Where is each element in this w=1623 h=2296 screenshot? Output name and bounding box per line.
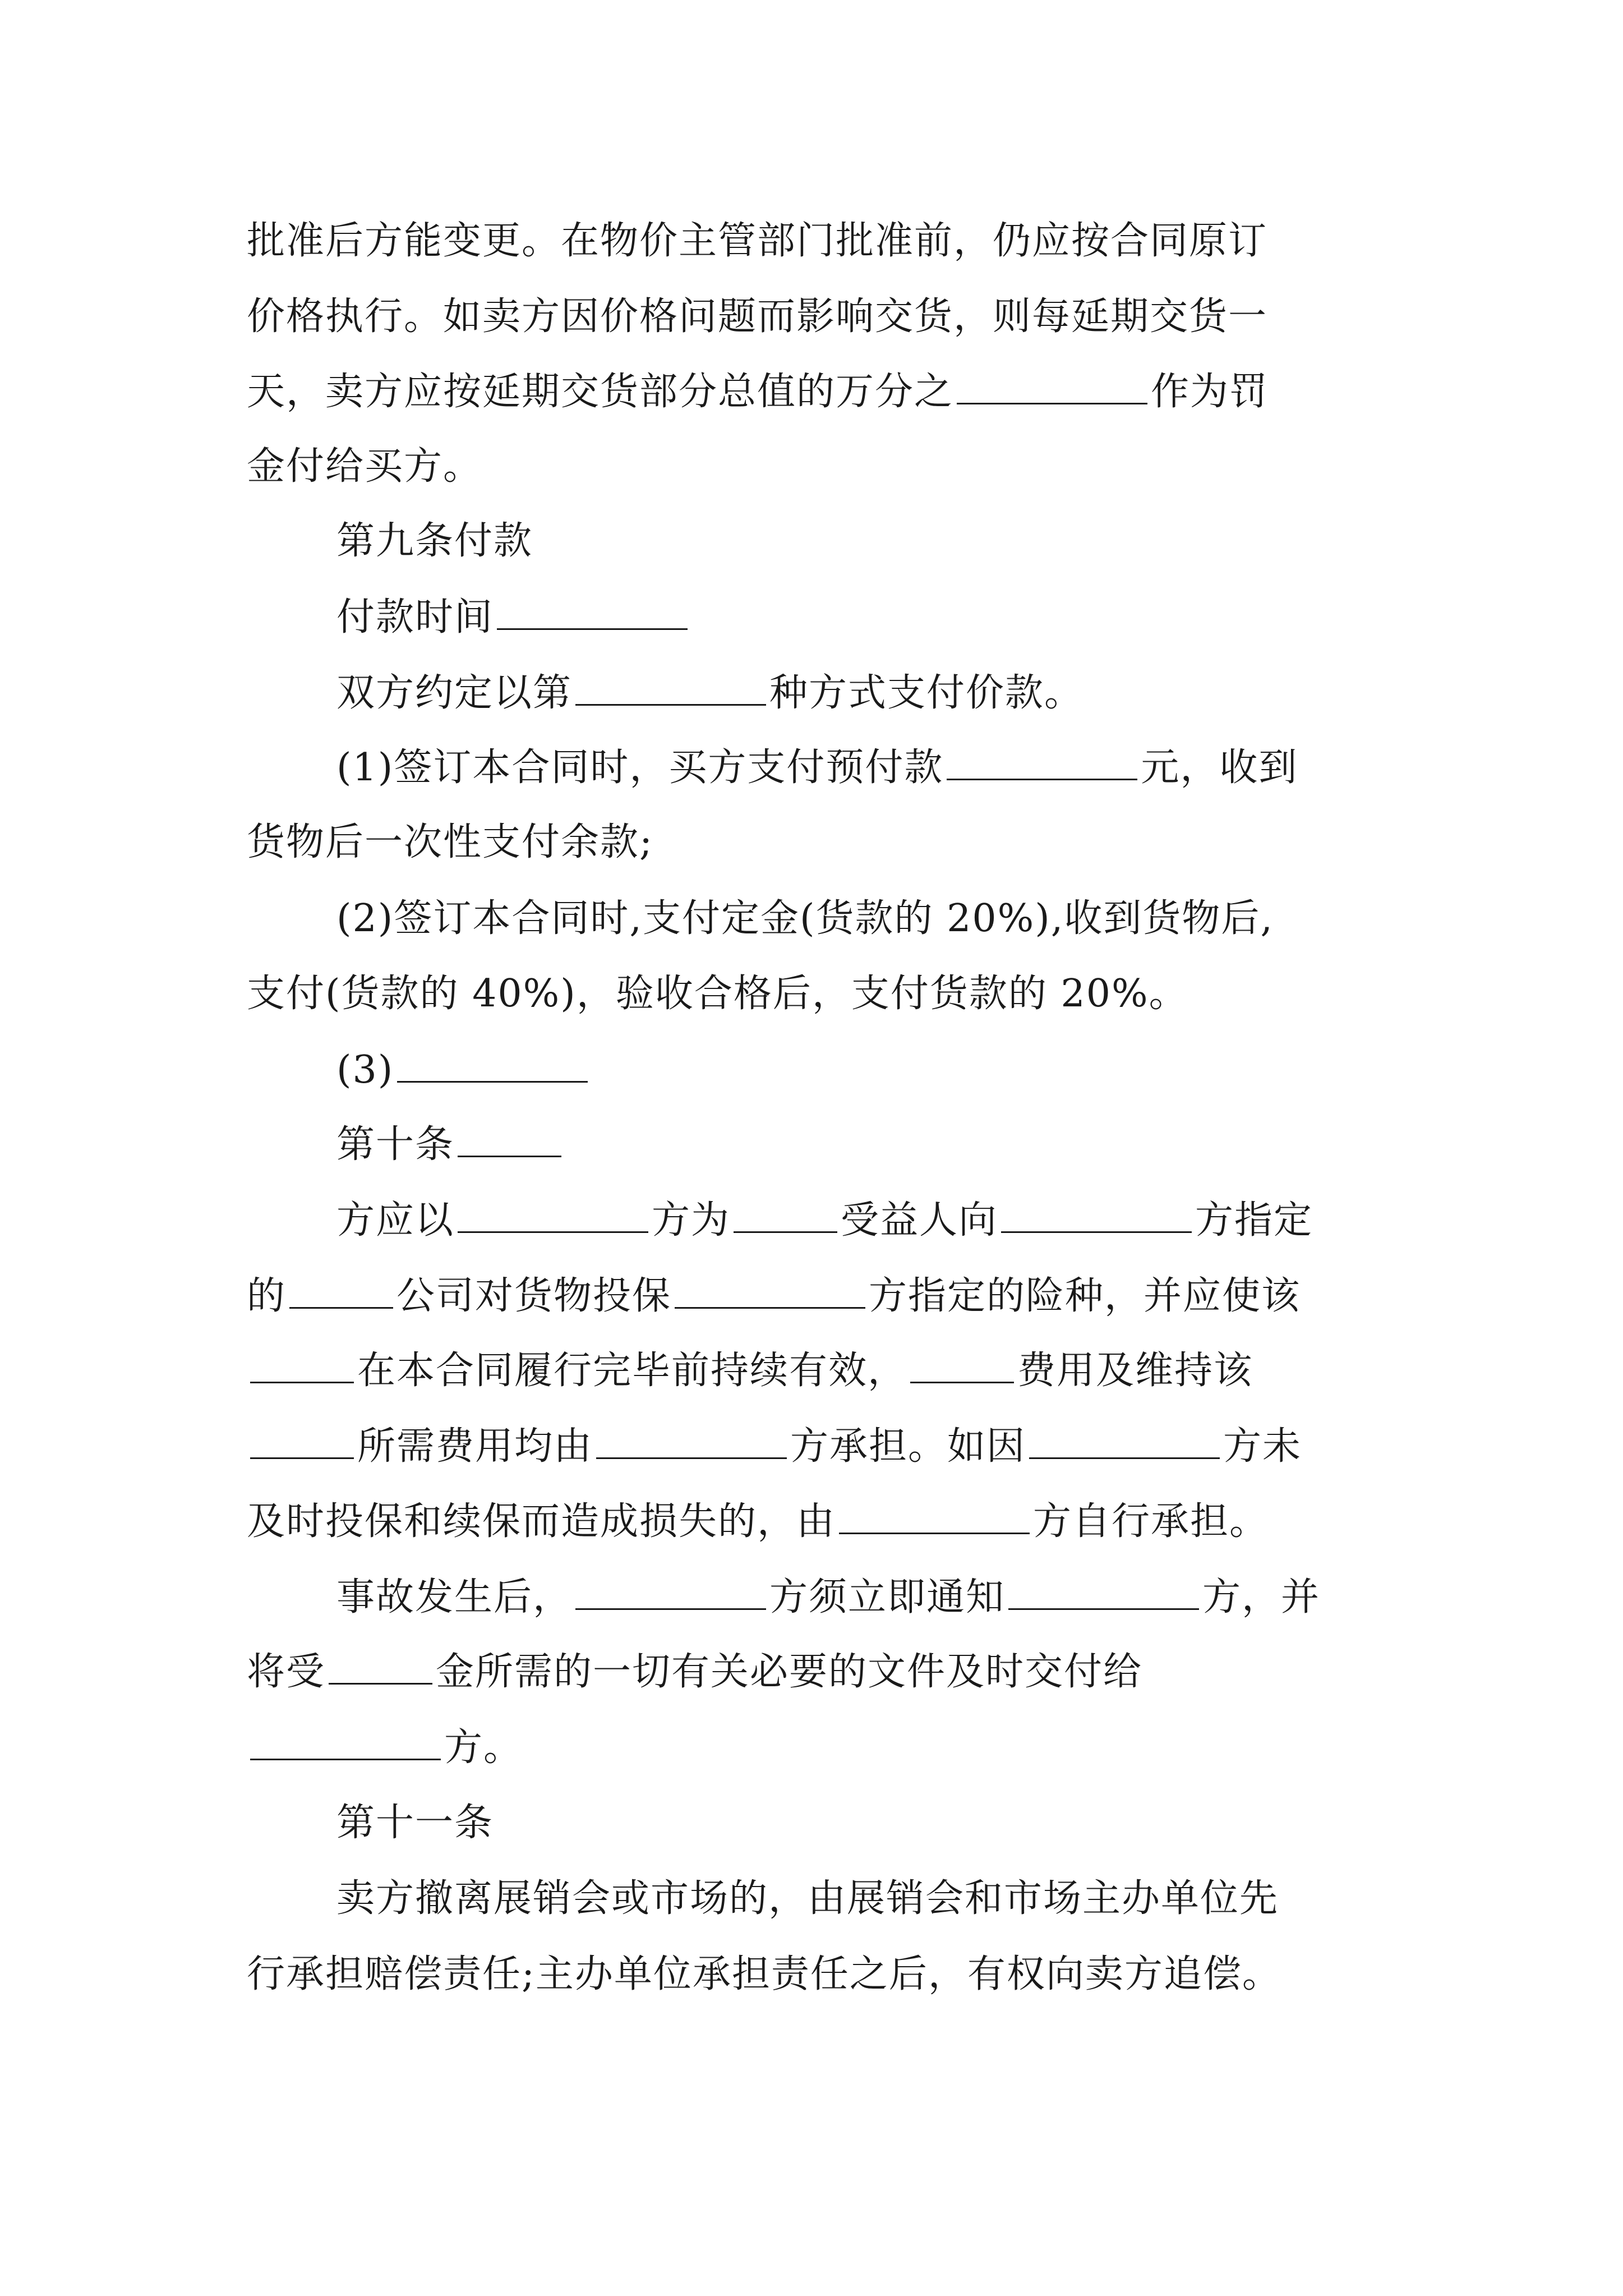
fill-blank[interactable] — [957, 364, 1147, 404]
fill-blank[interactable] — [458, 1192, 648, 1233]
paragraph-line: 金付给买方。 — [247, 444, 483, 489]
paragraph-line: 方。 — [247, 1719, 523, 1775]
paragraph-line: (3) — [336, 1042, 591, 1098]
paragraph-line: 付款时间 — [336, 589, 691, 645]
paragraph-line: 支付(货款的 40%)，验收合格后，支付货款的 20%。 — [247, 972, 1188, 1016]
paragraph-line: 行承担赔偿责任;主办单位承担责任之后，有权向卖方追偿。 — [247, 1952, 1281, 1996]
fill-blank[interactable] — [734, 1192, 837, 1233]
section-heading-9: 第九条付款 — [336, 519, 533, 563]
fill-blank[interactable] — [289, 1268, 393, 1309]
paragraph-line: 天，卖方应按延期交货部分总值的万分之 作为罚 — [247, 364, 1269, 420]
paragraph-line: 卖方撤离展销会或市场的，由展销会和市场主办单位先 — [336, 1876, 1279, 1921]
fill-blank[interactable] — [1029, 1418, 1220, 1459]
paragraph-line: 方应以 方为 受益人向 方指定 — [336, 1192, 1313, 1248]
fill-blank[interactable] — [250, 1719, 441, 1760]
fill-blank[interactable] — [397, 1042, 588, 1083]
fill-blank[interactable] — [575, 1569, 766, 1610]
fill-blank[interactable] — [910, 1342, 1014, 1383]
paragraph-line: 价格执行。如卖方因价格问题而影响交货，则每延期交货一 — [247, 295, 1268, 339]
paragraph-line: 所需费用均由 方承担。如因 方未 — [247, 1418, 1302, 1474]
fill-blank[interactable] — [575, 665, 766, 706]
paragraph-line: (1)签订本合同时，买方支付预付款 元，收到 — [336, 739, 1298, 795]
fill-blank[interactable] — [947, 739, 1137, 780]
paragraph-line: 及时投保和续保而造成损失的，由 方自行承担。 — [247, 1493, 1269, 1549]
paragraph-line: 货物后一次性支付余款; — [247, 820, 653, 864]
fill-blank[interactable] — [497, 589, 688, 630]
paragraph-line: 双方约定以第 种方式支付价款。 — [336, 665, 1083, 721]
fill-blank[interactable] — [329, 1644, 432, 1685]
paragraph-line: (2)签订本合同时,支付定金(货款的 20%),收到货物后, — [336, 896, 1274, 941]
paragraph-line: 的 公司对货物投保 方指定的险种，并应使该 — [247, 1268, 1301, 1324]
fill-blank[interactable] — [839, 1493, 1030, 1534]
section-heading-11: 第十一条 — [336, 1801, 494, 1845]
fill-blank[interactable] — [1008, 1569, 1199, 1610]
fill-blank[interactable] — [1001, 1192, 1192, 1233]
fill-blank[interactable] — [458, 1116, 561, 1157]
paragraph-line: 事故发生后， 方须立即通知 方，并 — [336, 1569, 1320, 1625]
fill-blank[interactable] — [250, 1418, 354, 1459]
paragraph-line: 在本合同履行完毕前持续有效， 费用及维持该 — [247, 1342, 1253, 1398]
section-heading-10: 第十条 — [336, 1116, 565, 1172]
paragraph-line: 批准后方能变更。在物价主管部门批准前，仍应按合同原订 — [247, 219, 1268, 263]
fill-blank[interactable] — [250, 1342, 354, 1383]
paragraph-line: 将受 金所需的一切有关必要的文件及时交付给 — [247, 1644, 1142, 1700]
fill-blank[interactable] — [596, 1418, 787, 1459]
fill-blank[interactable] — [675, 1268, 865, 1309]
